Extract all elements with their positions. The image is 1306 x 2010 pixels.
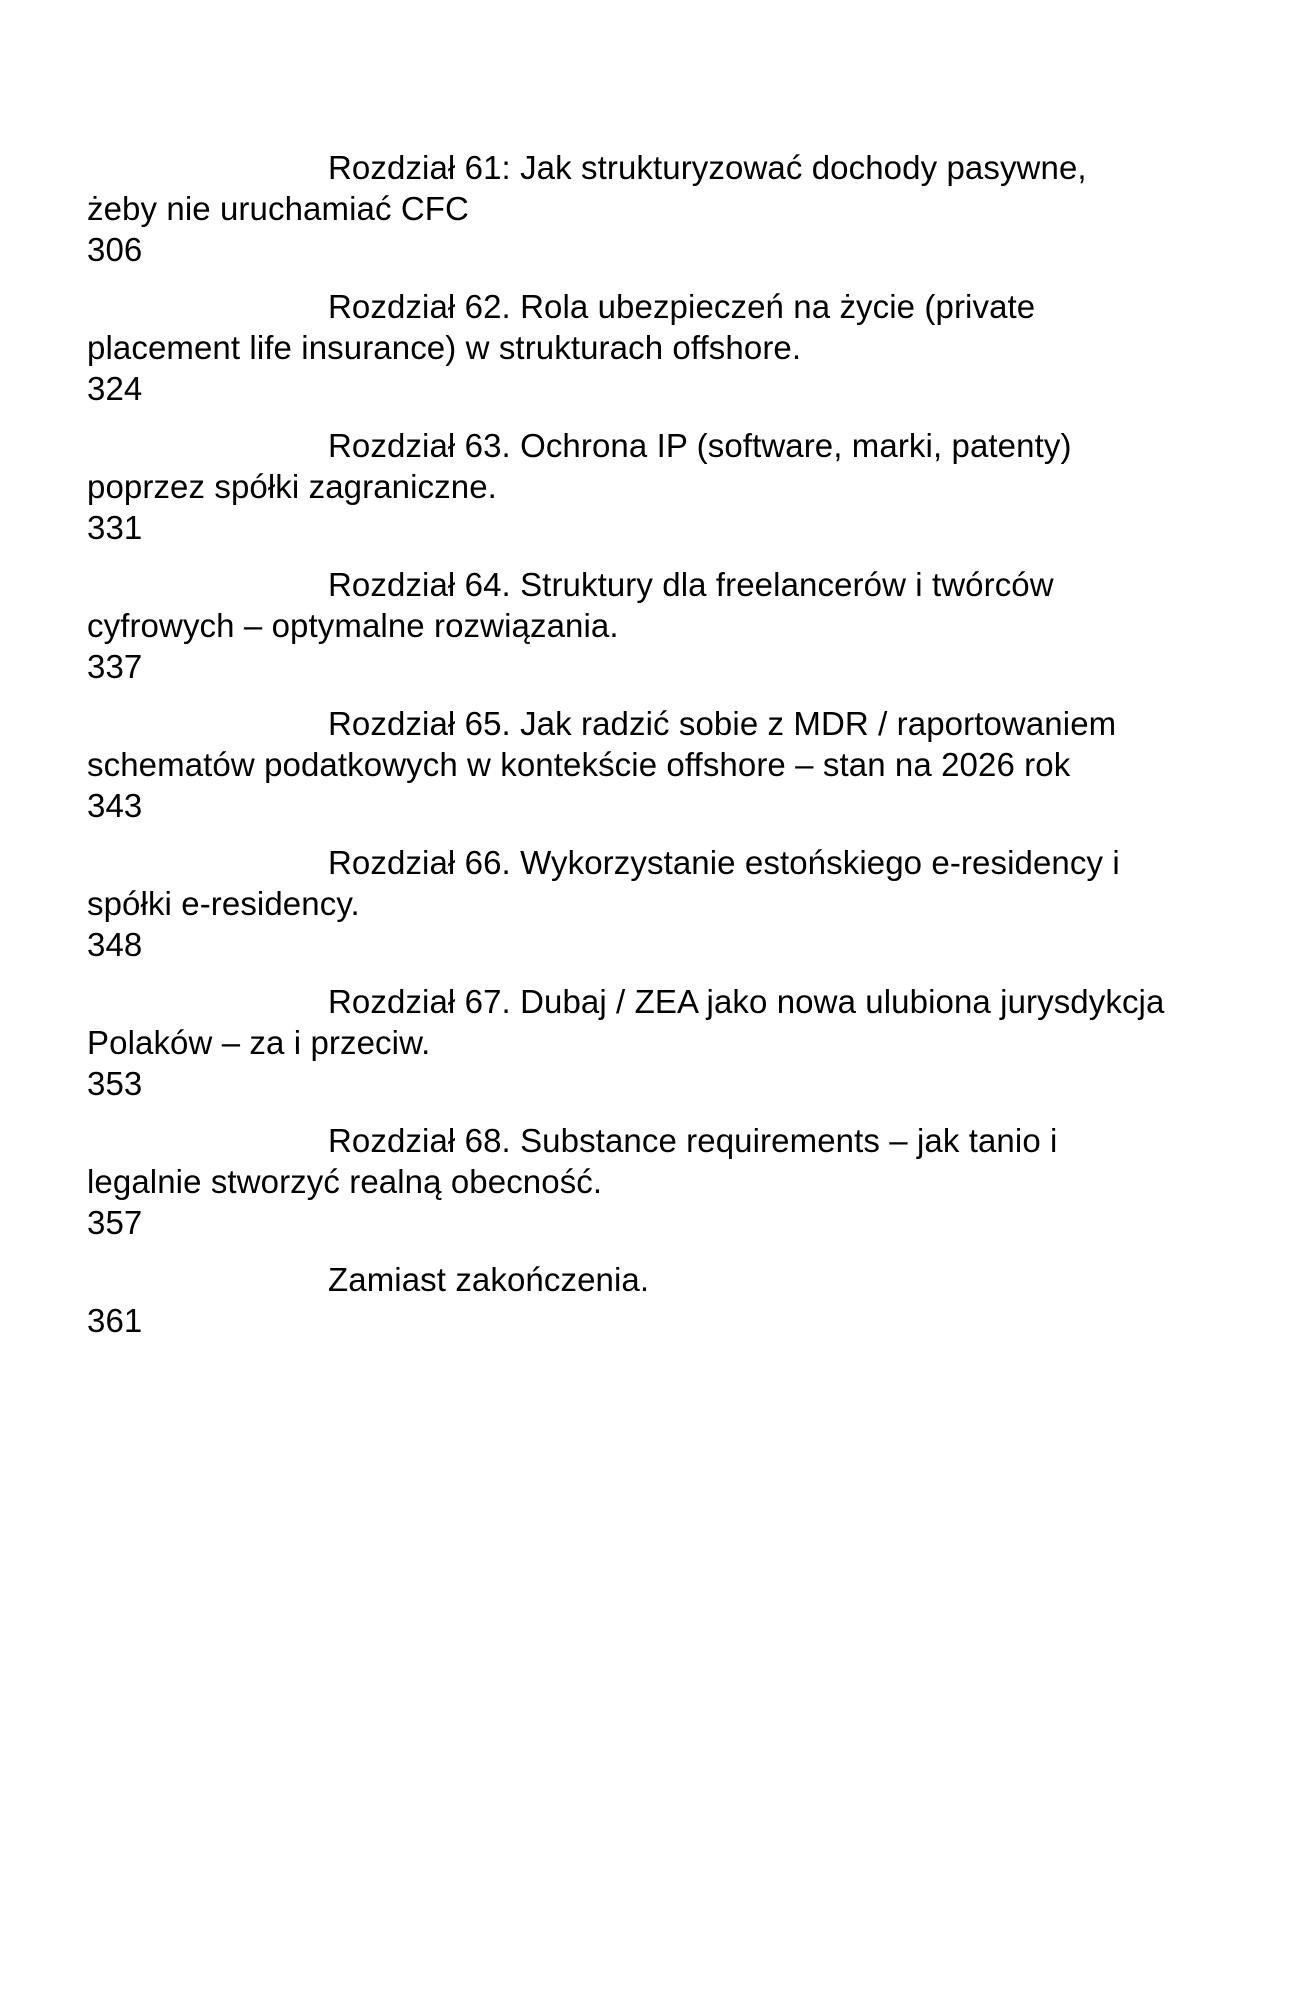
toc-entry	[87, 842, 1246, 965]
toc-entry-page-number: 331	[87, 509, 143, 546]
toc-entry-title-line2: placement life insurance) w strukturach offshore.	[87, 329, 802, 366]
toc-entry-page-number: 357	[87, 1204, 143, 1241]
toc-entry-page-number: 324	[87, 370, 143, 407]
toc-entry	[87, 1120, 1246, 1243]
toc-entry-page-number: 343	[87, 787, 143, 824]
toc-entry-title-line2: schematów podatkowych w kontekście offshore – stan na 2026 rok	[87, 746, 1071, 783]
toc-entry-title-line2: poprzez spółki zagraniczne.	[87, 468, 497, 505]
toc-entry-title-line2: cyfrowych – optymalne rozwiązania.	[87, 607, 619, 644]
toc-entry-title-line1: Rozdział 67. Dubaj / ZEA jako nowa ulubiona jurysdykcja	[328, 983, 1165, 1020]
toc-entry-page-number: 361	[87, 1302, 143, 1339]
toc-entry	[87, 147, 1246, 270]
toc-entry-title-line2: spółki e-residency.	[87, 885, 360, 922]
toc-entry	[87, 703, 1246, 826]
toc-entry-page-number: 348	[87, 926, 143, 963]
toc-entry-title-line1: Rozdział 63. Ochrona IP (software, marki, patenty)	[328, 427, 1072, 464]
toc-entry-title-line1: Rozdział 62. Rola ubezpieczeń na życie (private	[328, 288, 1036, 325]
toc-entry-page-number: 337	[87, 648, 143, 685]
toc-entry-title-line1: Rozdział 68. Substance requirements – jak tanio i	[328, 1122, 1058, 1159]
toc-entry-page-number: 306	[87, 231, 143, 268]
toc-entry	[87, 286, 1246, 409]
toc-entry-title-line1: Rozdział 65. Jak radzić sobie z MDR / raportowaniem	[328, 705, 1117, 742]
toc-entry-title-line1: Rozdział 66. Wykorzystanie estońskiego e-residency i	[328, 844, 1120, 881]
toc-entry	[87, 1259, 1246, 1341]
toc-entry	[87, 425, 1246, 548]
toc-entry	[87, 564, 1246, 687]
toc-entry-title-line2: Polaków – za i przeciw.	[87, 1024, 431, 1061]
toc-entry-title-line2: żeby nie uruchamiać CFC	[87, 190, 469, 227]
toc-entry	[87, 981, 1246, 1104]
toc-entry-page-number: 353	[87, 1065, 143, 1102]
toc-entry-title-line2: legalnie stworzyć realną obecność.	[87, 1163, 603, 1200]
toc-entry-title-line1: Rozdział 61: Jak strukturyzować dochody pasywne,	[328, 149, 1087, 186]
toc-entry-title-line1: Zamiast zakończenia.	[328, 1261, 650, 1298]
toc-entry-list	[87, 147, 1246, 1341]
toc-entry-title-line1: Rozdział 64. Struktury dla freelancerów i twórców	[328, 566, 1054, 603]
